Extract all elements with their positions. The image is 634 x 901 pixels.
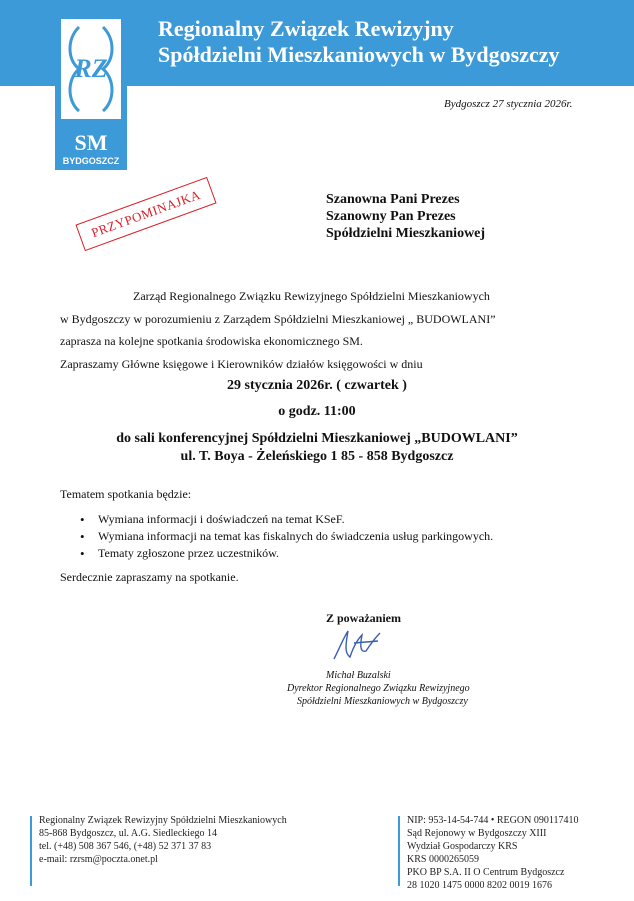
logo-monogram-text: RZ: [74, 54, 108, 83]
footer-right-line: 28 1020 1475 0000 8202 0019 1676: [407, 880, 552, 891]
body-paragraph-3: zaprasza na kolejne spotkania środowiska ekonomicznego SM.: [60, 334, 363, 348]
footer-divider-left: [30, 816, 32, 886]
topics-list: [80, 511, 493, 562]
handwritten-signature-icon: [328, 625, 388, 665]
body-paragraph-2: w Bydgoszczy w porozumieniu z Zarządem Spółdzielni Mieszkaniowej „ BUDOWLANI”: [60, 312, 496, 326]
footer-right-line: NIP: 953-14-54-744 • REGON 090117410: [407, 815, 579, 826]
event-venue-line-1: do sali konferencyjnej Spółdzielni Mieszkaniowej „BUDOWLANI”: [116, 431, 518, 446]
event-venue-line-2: ul. T. Boya - Żeleńskiego 1 85 - 858 Bydgoszcz: [180, 449, 454, 464]
body-paragraph-1: Zarząd Regionalnego Związku Rewizyjnego Spółdzielni Mieszkaniowych: [133, 289, 490, 303]
logo-city: BYDGOSZCZ: [62, 156, 120, 166]
footer-right-line: Sąd Rejonowy w Bydgoszczy XIII: [407, 828, 547, 839]
event-time: o godz. 11:00: [278, 404, 356, 419]
reminder-stamp: PRZYPOMINAJKA: [75, 177, 216, 251]
topic-item: • Wymiana informacji i doświadczeń na temat KSeF.: [80, 511, 493, 528]
recipient-line-2: Szanowny Pan Prezes: [326, 209, 456, 224]
footer-left-line: 85-868 Bydgoszcz, ul. A.G. Siedleckiego 14: [39, 828, 218, 839]
body-paragraph-4: Zapraszamy Główne księgowe i Kierowników działów księgowości w dniu: [60, 357, 423, 371]
signatory-title-2: Spółdzielni Mieszkaniowych w Bydgoszczy: [297, 696, 468, 707]
topic-item: • Wymiana informacji na temat kas fiskalnych do świadczenia usług parkingowych.: [80, 528, 493, 545]
footer-address-block: [39, 814, 287, 866]
recipient-line-3: Spółdzielni Mieszkaniowej: [326, 226, 486, 241]
recipient-line-1: Szanowna Pani Prezes: [326, 192, 460, 207]
logo-abbreviation: SM: [74, 130, 108, 155]
event-date: 29 stycznia 2026r. ( czwartek ): [227, 378, 407, 393]
signature-greeting: Z poważaniem: [326, 611, 401, 625]
topics-intro: Tematem spotkania będzie:: [60, 487, 192, 501]
org-title-line1: Regionalny Związek Rewizyjny: [158, 16, 454, 41]
signatory-title-1: Dyrektor Regionalnego Związku Rewizyjnego: [287, 683, 470, 694]
org-title-line2: Spółdzielni Mieszkaniowych w Bydgoszczy: [158, 42, 560, 67]
footer-left-line: e-mail: rzrsm@poczta.onet.pl: [39, 854, 158, 865]
footer-right-line: KRS 0000265059: [407, 854, 479, 865]
footer-left-line: tel. (+48) 508 367 546, (+48) 52 371 37 83: [39, 841, 212, 852]
footer-right-line: PKO BP S.A. II O Centrum Bydgoszcz: [407, 867, 565, 878]
organization-logo: [55, 12, 127, 170]
letter-date: Bydgoszcz 27 stycznia 2026r.: [444, 98, 573, 110]
organization-title: [158, 16, 560, 68]
footer-left-line: Regionalny Związek Rewizyjny Spółdzielni Mieszkaniowych: [39, 815, 287, 826]
closing-line: Serdecznie zapraszamy na spotkanie.: [60, 570, 239, 584]
logo-monogram-panel: [61, 19, 121, 119]
footer-divider-right: [398, 816, 400, 886]
footer-registry-block: [407, 814, 578, 892]
signatory-name: Michał Buzalski: [326, 670, 391, 681]
logo-monogram-icon: [61, 19, 121, 119]
footer-right-line: Wydział Gospodarczy KRS: [407, 841, 518, 852]
topic-item: • Tematy zgłoszone przez uczestników.: [80, 545, 493, 562]
